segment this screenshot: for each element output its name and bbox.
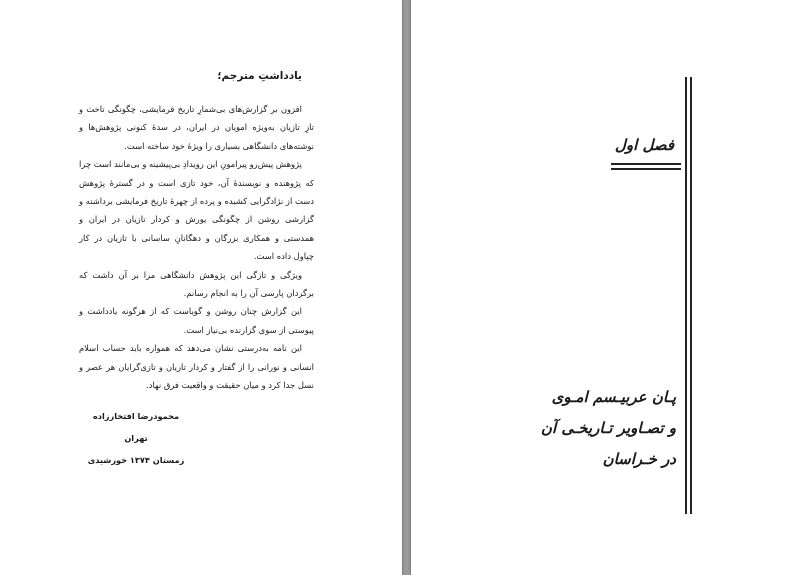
paragraph-3: ویژگی و تازگی این پژوهش دانشگاهی مرا بر آن داشت که برگردان پارسی آن را به انجام رسانم.	[79, 269, 314, 299]
signature-block	[66, 405, 206, 471]
chapter-title-line-2: و تصـاویر تـاریخـی آن	[540, 419, 676, 437]
chapter-underline-bottom	[611, 168, 681, 170]
right-page	[411, 0, 812, 575]
paragraph-4: این گزارش چنان روشن و گویاست که از هرگونه یادداشت و پیوستی از سوی گزارنده بی‌نیاز است.	[79, 306, 314, 335]
vertical-rule-outer	[690, 77, 692, 514]
chapter-underline-top	[611, 163, 681, 165]
signature-name: محمودرضا افتخارزاده	[92, 411, 180, 421]
signature-date: زمستان ۱۳۷۴ خورشیدی	[87, 455, 185, 465]
vertical-rule-inner	[685, 77, 687, 514]
chapter-title-line-3: در خـراسان	[602, 450, 676, 468]
paragraph-5: این نامه به‌درستی نشان می‌دهد که همواره باید حساب اسلام انسانی و نورانی را از گفتار و کردار تازیان و تازی‌گرایان هر عصر و نسل جدا کرد و میان حقیقت و واقعیت فرق نهاد.	[79, 343, 314, 391]
translator-note-heading: یادداشتِ مترجم؛	[217, 70, 302, 82]
chapter-label: فصل اول	[614, 136, 674, 154]
chapter-title-line-1: پـان عربیـسم امـوی	[551, 388, 676, 406]
paragraph-1: افزون بر گزارش‌های بی‌شمارِ تاریخ فرمایشی، چگونگی تاخت و تازِ تازیان به‌ویژه امویان در ایران، در سدهٔ کنونی پژوهش‌ها و نوشته‌های دانشگاهی بسیاری را ویژهٔ خود ساخته است.	[79, 104, 314, 151]
translator-note-body	[79, 100, 314, 395]
chapter-title	[476, 382, 676, 475]
left-page	[0, 0, 402, 575]
signature-city: تهران	[124, 433, 148, 443]
paragraph-2: پژوهش پیش‌رو پیرامونِ این رویدادِ بی‌پیشینه و بی‌مانند است چرا که پژوهنده و نویسندهٔ آن، خود تازی است و در گسترهٔ پژوهش دست از نژادگرایی کشیده و پرده از چهرهٔ تاریخ فرمایشی برداشته و گزارشی روشن از چگونگی یورش و کردار تازیان در ایران و همدستی و همکاری بزرگان و دهگانانِ ساسانی با تازیان در کار چپاول داده است.	[79, 159, 314, 262]
